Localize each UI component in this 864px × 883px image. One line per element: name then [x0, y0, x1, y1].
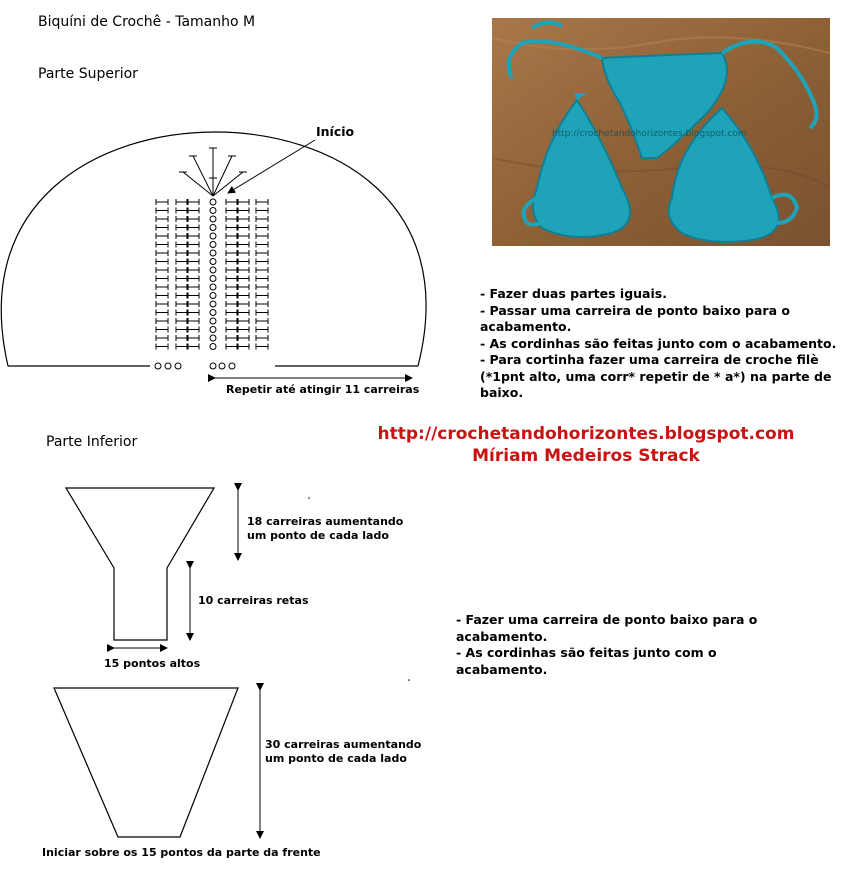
note-line: acabamento.	[456, 628, 548, 644]
blog-url: http://crochetandohorizontes.blogspot.com	[377, 424, 795, 444]
fan-stitch	[193, 156, 213, 196]
author-name: Míriam Medeiros Strack	[472, 446, 700, 466]
note-line: - Passar uma carreira de ponto baixo para o	[480, 302, 790, 318]
note-line: - As cordinhas são feitas junto com o	[456, 645, 717, 660]
stray-dot	[408, 679, 410, 681]
fan-stitch	[183, 172, 213, 196]
label-18-line1: 18 carreiras aumentando	[247, 515, 404, 528]
chain-stitch	[210, 344, 216, 350]
chain-stitch	[210, 327, 216, 333]
fan-stitch	[213, 172, 243, 196]
note-line: baixo.	[480, 385, 524, 400]
label-18-line2: um ponto de cada lado	[247, 529, 389, 542]
repeat-label: Repetir até atingir 11 carreiras	[226, 383, 420, 396]
chain-stitch	[210, 259, 216, 265]
chain-stitch	[210, 310, 216, 316]
note-line: - As cordinhas são feitas junto com o acabamento.	[480, 335, 837, 351]
chain-stitch	[210, 242, 216, 248]
chain-stitch	[210, 225, 216, 231]
chain-stitch	[210, 250, 216, 256]
top-section-heading: Parte Superior	[38, 66, 138, 82]
chain-stitch	[210, 199, 216, 205]
chain-stitch	[210, 301, 216, 307]
note-line: acabamento.	[480, 319, 572, 334]
chain-stitch	[210, 318, 216, 324]
notes-bottom	[456, 612, 757, 678]
chain-stitch	[210, 335, 216, 341]
photo-watermark: http://crochetandohorizontes.blogspot.com	[552, 129, 747, 139]
chain-stitch	[210, 293, 216, 299]
note-line: acabamento.	[456, 661, 548, 677]
chain-stitch	[210, 267, 216, 273]
bottom-section-heading: Parte Inferior	[46, 434, 138, 450]
label-15-stitches: 15 pontos altos	[104, 657, 201, 670]
chain-stitch	[210, 208, 216, 214]
chain-stitch	[229, 363, 235, 369]
bikini-photo	[492, 18, 830, 246]
top-piece-outline	[1, 132, 426, 366]
note-line: - Fazer uma carreira de ponto baixo para o	[456, 612, 758, 627]
label-30-line2: um ponto de cada lado	[265, 752, 407, 765]
stray-dot	[308, 497, 310, 499]
chain-stitch	[210, 233, 216, 239]
chain-stitch	[165, 363, 171, 369]
notes-top	[480, 286, 836, 402]
stitch-chart	[155, 148, 268, 369]
note-line: (*1pnt alto, uma corr* repetir de * a*) na parte de	[480, 368, 832, 384]
label-10-rows: 10 carreiras retas	[198, 594, 309, 607]
chain-stitch	[155, 363, 161, 369]
chain-stitch	[210, 363, 216, 369]
chain-stitch	[175, 363, 181, 369]
page-title: Biquíni de Crochê - Tamanho M	[38, 14, 256, 30]
label-30-line1: 30 carreiras aumentando	[265, 738, 422, 751]
front-piece-outline	[66, 488, 214, 640]
label-start-back: Iniciar sobre os 15 pontos da parte da frente	[42, 846, 321, 859]
chain-stitch	[210, 276, 216, 282]
chain-stitch	[210, 216, 216, 222]
start-label: Início	[316, 124, 355, 139]
note-line: - Fazer duas partes iguais.	[480, 286, 667, 301]
back-piece-outline	[54, 688, 238, 837]
fan-stitch	[213, 156, 232, 196]
start-arrow	[228, 140, 315, 193]
chain-stitch	[219, 363, 225, 369]
chain-stitch	[210, 284, 216, 290]
note-line: - Para cortinha fazer uma carreira de croche filè	[480, 352, 819, 367]
